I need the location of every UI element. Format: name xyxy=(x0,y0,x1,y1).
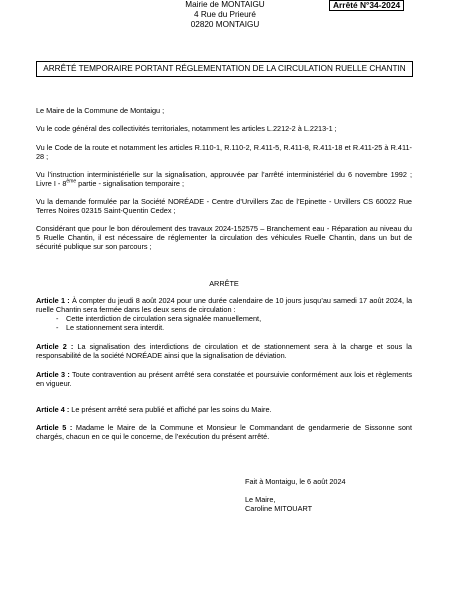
article-5 xyxy=(36,423,412,441)
mairie-city: 02820 MONTAIGU xyxy=(190,20,260,29)
preamble-vu-cgct: Vu le code général des collectivités territoriales, notamment les articles L.2212-2 à L.2213-1 ; xyxy=(36,124,337,133)
article-3-text: Toute contravention au présent arrêté sera constatée et poursuivie conformément aux lois et règlements en vigueur. xyxy=(36,370,412,388)
preamble-considerant: Considérant que pour le bon déroulement des travaux 2024-152575 – Branchement eau - Réparation au niveau du 5 Ruelle Chantin, il est nécessaire de réglementer la circulation des véhicules Ruelle Chantin, dans un but de sécurité publique sur son parcours ; xyxy=(36,224,412,251)
article-5-label: Article 5 : xyxy=(36,423,73,432)
signature-date: Fait à Montaigu, le 6 août 2024 xyxy=(245,477,346,486)
article-2-text: La signalisation des interdictions de circulation et de stationnement sera à la charge et sous la responsabilité de la société NORÉADE ainsi que la signalisation de déviation. xyxy=(36,342,412,360)
signature-role: Le Maire, xyxy=(245,495,276,504)
article-2-label: Article 2 : xyxy=(36,342,74,351)
document-title: ARRÊTÉ TEMPORAIRE PORTANT RÉGLEMENTATION DE LA CIRCULATION RUELLE CHANTIN xyxy=(36,61,413,77)
preamble-vu-instruction xyxy=(36,170,412,188)
article-1 xyxy=(36,296,412,332)
vu-instruction-sup: ème xyxy=(66,178,77,185)
article-4 xyxy=(36,405,412,414)
arrete-heading: ARRÊTE xyxy=(209,279,239,288)
preamble-vu-code-route: Vu le Code de la route et notamment les articles R.110-1, R.110-2, R.411-5, R.411-8, R.411-18 et R.411-25 à R.411-28 ; xyxy=(36,143,412,161)
article-4-label: Article 4 : xyxy=(36,405,70,414)
arrete-reference: Arrêté N°34-2024 xyxy=(329,0,404,11)
list-item: - Le stationnement sera interdit. xyxy=(56,323,412,332)
article-1-label: Article 1 : xyxy=(36,296,70,305)
preamble-maire: Le Maire de la Commune de Montaigu ; xyxy=(36,106,165,115)
mairie-header xyxy=(155,0,295,30)
article-1-text: À compter du jeudi 8 août 2024 pour une durée calendaire de 10 jours jusqu’au samedi 17 août 2024, la ruelle Chantin sera fermée dans les deux sens de circulation : xyxy=(36,296,412,314)
article-2 xyxy=(36,342,412,360)
mairie-street: 4 Rue du Prieuré xyxy=(194,10,256,19)
article-5-text: Madame le Maire de la Commune et Monsieur le Commandant de gendarmerie de Sissonne sont chargés, chacun en ce qui le concerne, de l’exécution du présent arrêté. xyxy=(36,423,412,441)
list-item: - Cette interdiction de circulation sera signalée manuellement, xyxy=(56,314,412,323)
vu-instruction-text: Vu l’instruction interministérielle sur la signalisation, approuvée par l’arrêté interministériel du 6 novembre 1992 ; Livre I - 8 xyxy=(36,170,412,188)
article-3-label: Article 3 : xyxy=(36,370,70,379)
article-1-list xyxy=(36,314,412,332)
article-4-text: Le présent arrêté sera publié et affiché par les soins du Maire. xyxy=(69,405,272,414)
article-3 xyxy=(36,370,412,388)
preamble-vu-demande: Vu la demande formulée par la Société NORÉADE - Centre d’Urvillers Zac de l’Epinette - Urvillers CS 60022 Rue Terres Noires 02315 Saint-Quentin Cedex ; xyxy=(36,197,412,215)
mairie-name: Mairie de MONTAIGU xyxy=(185,0,265,9)
signature-name: Caroline MITOUART xyxy=(245,504,313,513)
vu-instruction-text-end: partie - signalisation temporaire ; xyxy=(76,179,185,188)
